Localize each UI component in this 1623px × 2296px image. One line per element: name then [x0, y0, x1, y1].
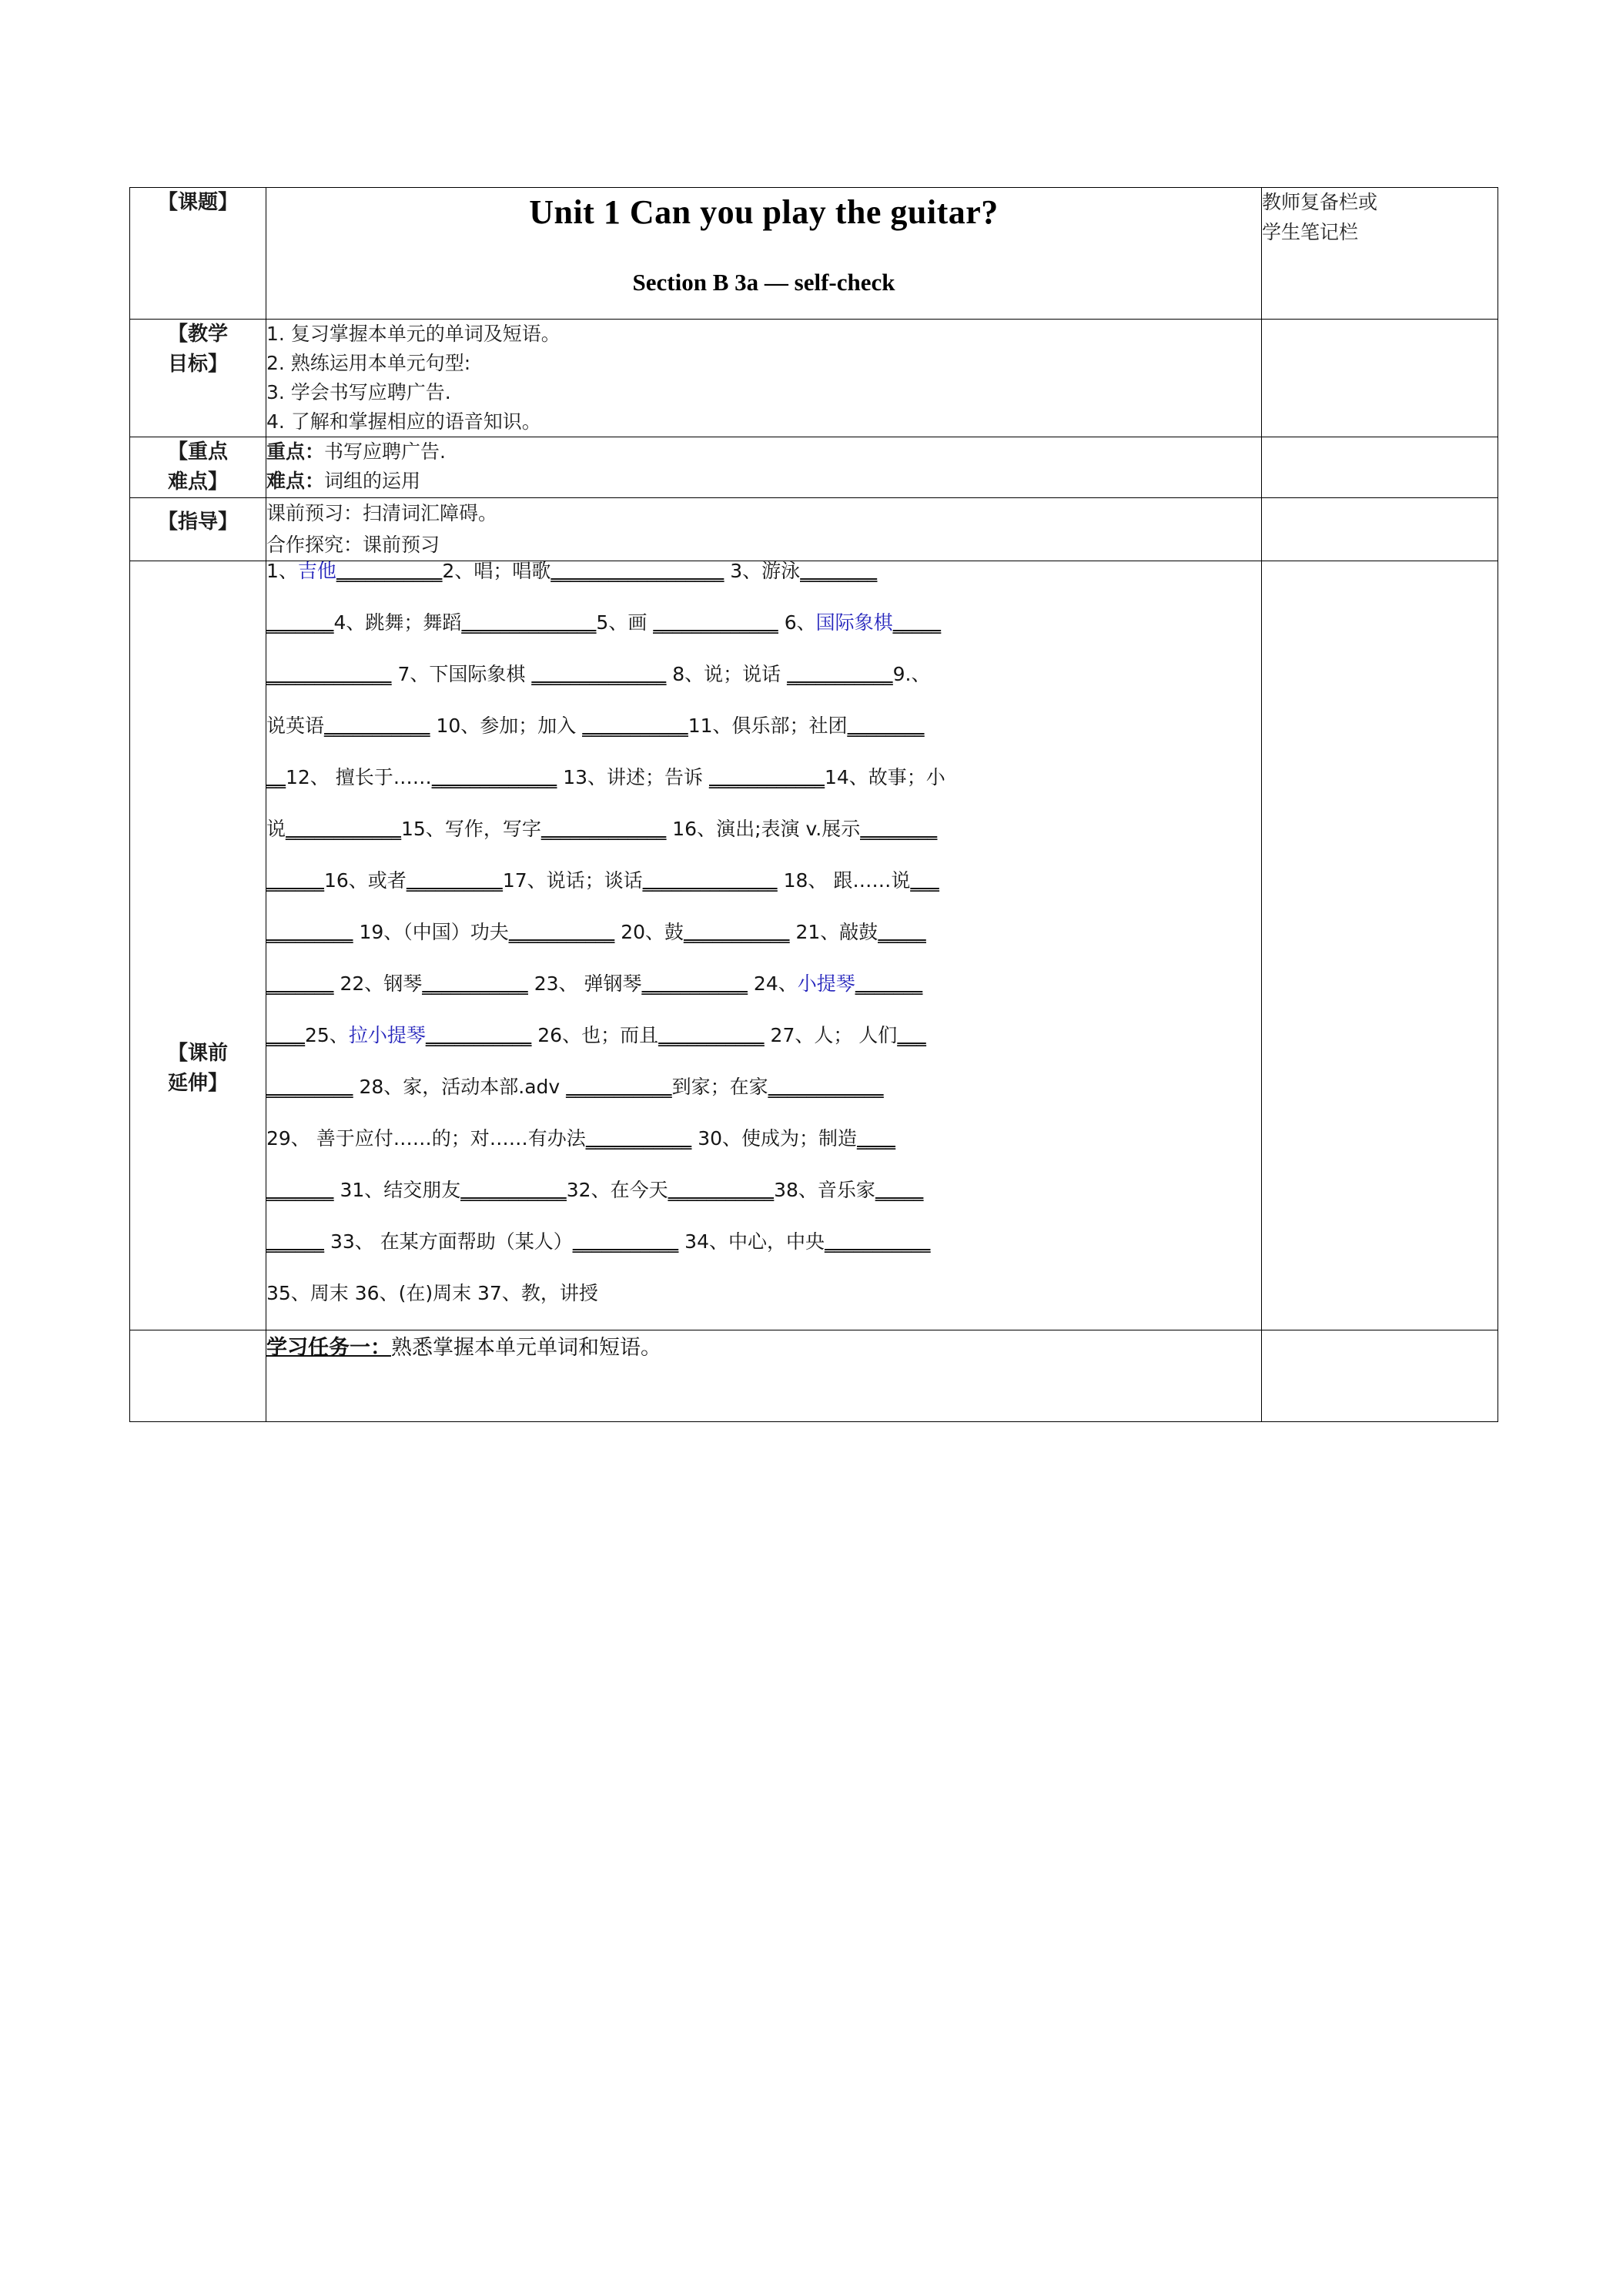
- topic-label-text: 【课题】: [157, 191, 238, 214]
- answer-blank[interactable]: _____: [878, 922, 926, 943]
- vocabulary-line: [266, 664, 1261, 716]
- vocabulary-term: 35、周末 36、(在)周末 37、教，讲授: [266, 1284, 598, 1304]
- vocabulary-term: 10、参加；加入: [430, 716, 583, 737]
- lesson-plan-table: [129, 187, 1498, 1422]
- vocabulary-term: 6、: [778, 613, 816, 634]
- vocabulary-line: [266, 716, 1261, 768]
- objectives-cell: [266, 320, 1262, 437]
- answer-blank[interactable]: _________: [266, 1077, 353, 1098]
- answer-blank[interactable]: ______: [266, 1232, 324, 1253]
- answer-blank[interactable]: ______________: [531, 664, 667, 685]
- vocabulary-term: 说: [266, 819, 286, 840]
- objectives-label-line-2: 目标】: [167, 353, 228, 376]
- table-row-key-points: [130, 437, 1498, 498]
- answer-blank[interactable]: ____________: [708, 768, 825, 788]
- extension-label-line-2: 延伸】: [167, 1072, 228, 1095]
- vocabulary-term: 21、敲鼓: [789, 922, 878, 943]
- answer-blank[interactable]: _______: [266, 613, 334, 634]
- answer-blank[interactable]: ____________: [768, 1077, 884, 1098]
- row-label-task: [130, 1330, 266, 1422]
- vocabulary-term: 说英语: [266, 716, 325, 737]
- vocabulary-line: [266, 1129, 1261, 1180]
- vocabulary-term: 22、钢琴: [333, 974, 423, 995]
- vocabulary-term-highlight: 拉小提琴: [348, 1026, 426, 1046]
- answer-blank[interactable]: ___________: [585, 1129, 692, 1150]
- row-label-guidance: [130, 498, 266, 561]
- note-line-2: 学生笔记栏: [1262, 220, 1359, 243]
- vocabulary-term: 23、 弹钢琴: [527, 974, 642, 995]
- answer-blank[interactable]: _______: [855, 974, 923, 995]
- vocabulary-term: 33、 在某方面帮助（某人）: [324, 1232, 573, 1253]
- answer-blank[interactable]: ___________: [422, 974, 528, 995]
- vocabulary-term: 30、使成为；制造: [691, 1129, 858, 1150]
- objective-item: 2. 熟练运用本单元句型:: [266, 352, 471, 374]
- vocabulary-line: [266, 1180, 1261, 1232]
- guidance-label-text: 【指导】: [157, 510, 238, 534]
- table-row-guidance: [130, 498, 1498, 561]
- task-cell: [266, 1330, 1262, 1422]
- vocabulary-term: 9.、: [892, 664, 931, 685]
- vocabulary-line: [266, 1232, 1261, 1284]
- answer-blank[interactable]: __: [266, 768, 286, 788]
- vocabulary-term-highlight: 国际象棋: [815, 613, 893, 634]
- answer-blank[interactable]: ___: [897, 1026, 926, 1046]
- vocabulary-term: 13、讲述；告诉: [557, 768, 709, 788]
- vocabulary-line: [266, 561, 1261, 613]
- answer-blank[interactable]: ___________: [566, 1077, 672, 1098]
- vocabulary-term: 34、中心，中央: [678, 1232, 825, 1253]
- note-column-header: [1262, 188, 1498, 320]
- vocabulary-cell: [266, 561, 1262, 1330]
- objective-item: 1. 复习掌握本单元的单词及短语。: [266, 323, 561, 345]
- answer-blank[interactable]: _____: [875, 1180, 924, 1201]
- answer-blank[interactable]: _______: [266, 974, 334, 995]
- vocabulary-term: 38、音乐家: [774, 1180, 875, 1201]
- vocabulary-line: [266, 1026, 1261, 1077]
- row-label-topic: [130, 188, 266, 320]
- answer-blank[interactable]: ___________: [824, 1232, 931, 1253]
- answer-blank[interactable]: ___________: [684, 922, 790, 943]
- answer-blank[interactable]: ________: [860, 819, 938, 840]
- table-row-title: [130, 188, 1498, 320]
- answer-blank[interactable]: ______________: [461, 613, 597, 634]
- vocabulary-term: 17、说话；谈话: [502, 871, 643, 892]
- vocabulary-term: 到家；在家: [671, 1077, 768, 1098]
- answer-blank[interactable]: ___________: [336, 561, 443, 582]
- answer-blank[interactable]: __________________: [550, 561, 724, 582]
- answer-blank[interactable]: ____: [266, 1026, 305, 1046]
- guidance-line-2: 合作探究：课前预习: [266, 533, 440, 556]
- vocabulary-line: [266, 1284, 1261, 1330]
- answer-blank[interactable]: ___________: [508, 922, 615, 943]
- key-points-label-line-2: 难点】: [167, 470, 228, 494]
- vocabulary-term: 2、唱；唱歌: [442, 561, 551, 582]
- vocabulary-term: 24、: [747, 974, 798, 995]
- title-cell: [266, 188, 1262, 320]
- note-line-1: 教师复备栏或: [1262, 191, 1378, 213]
- vocabulary-term: 29、 善于应付……的；对……有办法: [266, 1129, 586, 1150]
- vocabulary-term: 31、结交朋友: [333, 1180, 461, 1201]
- objective-item: 4. 了解和掌握相应的语音知识。: [266, 410, 541, 433]
- key-points-label-line-1: 【重点: [167, 440, 228, 464]
- answer-blank[interactable]: _____: [892, 613, 942, 634]
- vocabulary-term: 25、: [305, 1026, 349, 1046]
- vocabulary-line: [266, 974, 1261, 1026]
- note-cell-task: [1262, 1330, 1498, 1422]
- vocabulary-term: 1、: [266, 561, 298, 582]
- answer-blank[interactable]: ___________: [324, 716, 430, 737]
- answer-blank[interactable]: _________: [266, 922, 353, 943]
- guidance-line-1: 课前预习：扫清词汇障碍。: [266, 502, 498, 524]
- vocabulary-term: 16、演出;表演 v.展示: [666, 819, 861, 840]
- answer-blank[interactable]: __________: [406, 871, 503, 892]
- vocabulary-line: [266, 922, 1261, 974]
- table-row-objectives: [130, 320, 1498, 437]
- page-subtitle: Section B 3a — self-check: [632, 269, 895, 296]
- task-line: [266, 1330, 1261, 1361]
- row-label-key-points: [130, 437, 266, 498]
- answer-blank[interactable]: ___________: [425, 1026, 532, 1046]
- vocabulary-term: 19、（中国）功夫: [353, 922, 509, 943]
- vocabulary-term: 27、人； 人们: [764, 1026, 898, 1046]
- table-row-task: [130, 1330, 1498, 1422]
- guidance-cell: [266, 498, 1262, 561]
- vocabulary-term: 11、俱乐部；社团: [688, 716, 848, 737]
- answer-blank[interactable]: ______: [266, 871, 324, 892]
- extension-label-line-1: 【课前: [167, 1042, 228, 1065]
- vocabulary-term: 26、也；而且: [531, 1026, 659, 1046]
- answer-blank[interactable]: ___________: [787, 664, 893, 685]
- answer-blank[interactable]: ________: [847, 716, 925, 737]
- answer-blank[interactable]: ___________: [641, 974, 748, 995]
- vocabulary-line: [266, 819, 1261, 871]
- answer-blank[interactable]: ____: [857, 1129, 896, 1150]
- page-title: Unit 1 Can you play the guitar?: [529, 193, 999, 231]
- vocabulary-term: 4、跳舞；舞蹈: [333, 613, 462, 634]
- vocabulary-term: 20、鼓: [614, 922, 684, 943]
- task-text: 熟悉掌握本单元单词和短语。: [391, 1336, 661, 1360]
- answer-blank[interactable]: _______: [266, 1180, 334, 1201]
- vocabulary-term: 15、写作，写字: [401, 819, 541, 840]
- note-cell-guidance: [1262, 498, 1498, 561]
- note-cell-key-points: [1262, 437, 1498, 498]
- answer-blank[interactable]: _____________: [266, 664, 392, 685]
- table-row-extension: [130, 561, 1498, 1330]
- vocabulary-line: [266, 1077, 1261, 1129]
- answer-blank[interactable]: ____________: [286, 819, 402, 840]
- vocabulary-term: 5、画: [596, 613, 654, 634]
- row-label-objectives: [130, 320, 266, 437]
- answer-blank[interactable]: ___________: [668, 1180, 775, 1201]
- vocabulary-term: 7、下国际象棋: [391, 664, 532, 685]
- row-label-extension: [130, 561, 266, 1330]
- vocabulary-line: [266, 613, 1261, 664]
- vocabulary-term-highlight: 小提琴: [797, 974, 855, 995]
- vocabulary-term-highlight: 吉他: [297, 561, 336, 582]
- focus-text: 书写应聘广告.: [324, 440, 446, 463]
- focus-label: 重点：: [266, 440, 325, 463]
- answer-blank[interactable]: _____________: [653, 613, 778, 634]
- objective-item: 3. 学会书写应聘广告.: [266, 381, 451, 403]
- objectives-label-line-1: 【教学: [167, 323, 228, 346]
- vocabulary-term: 18、 跟……说: [777, 871, 911, 892]
- difficulty-line: [266, 467, 1261, 496]
- vocabulary-list: [266, 561, 1261, 1330]
- answer-blank[interactable]: ___________: [572, 1232, 679, 1253]
- vocabulary-term: 32、在今天: [566, 1180, 668, 1201]
- answer-blank[interactable]: ___________: [460, 1180, 567, 1201]
- answer-blank[interactable]: _____________: [431, 768, 557, 788]
- task-label: 学习任务一：: [266, 1336, 391, 1360]
- difficulty-text: 词组的运用: [324, 469, 421, 492]
- vocabulary-term: 12、 擅长于……: [286, 768, 432, 788]
- answer-blank[interactable]: ___________: [658, 1026, 765, 1046]
- difficulty-label: 难点：: [266, 469, 325, 492]
- vocabulary-term: 28、家，活动本部.adv: [353, 1077, 567, 1098]
- answer-blank[interactable]: ______________: [642, 871, 778, 892]
- focus-line: [266, 437, 1261, 467]
- vocabulary-line: [266, 768, 1261, 819]
- answer-blank[interactable]: _____________: [540, 819, 667, 840]
- answer-blank[interactable]: ___: [910, 871, 939, 892]
- answer-blank[interactable]: ___________: [582, 716, 688, 737]
- vocabulary-term: 3、游泳: [724, 561, 801, 582]
- note-cell-objectives: [1262, 320, 1498, 437]
- vocabulary-term: 16、或者: [324, 871, 407, 892]
- vocabulary-term: 8、说；说话: [666, 664, 788, 685]
- note-cell-extension: [1262, 561, 1498, 1330]
- key-points-cell: [266, 437, 1262, 498]
- vocabulary-line: [266, 871, 1261, 922]
- vocabulary-term: 14、故事；小: [824, 768, 945, 788]
- answer-blank[interactable]: ________: [800, 561, 878, 582]
